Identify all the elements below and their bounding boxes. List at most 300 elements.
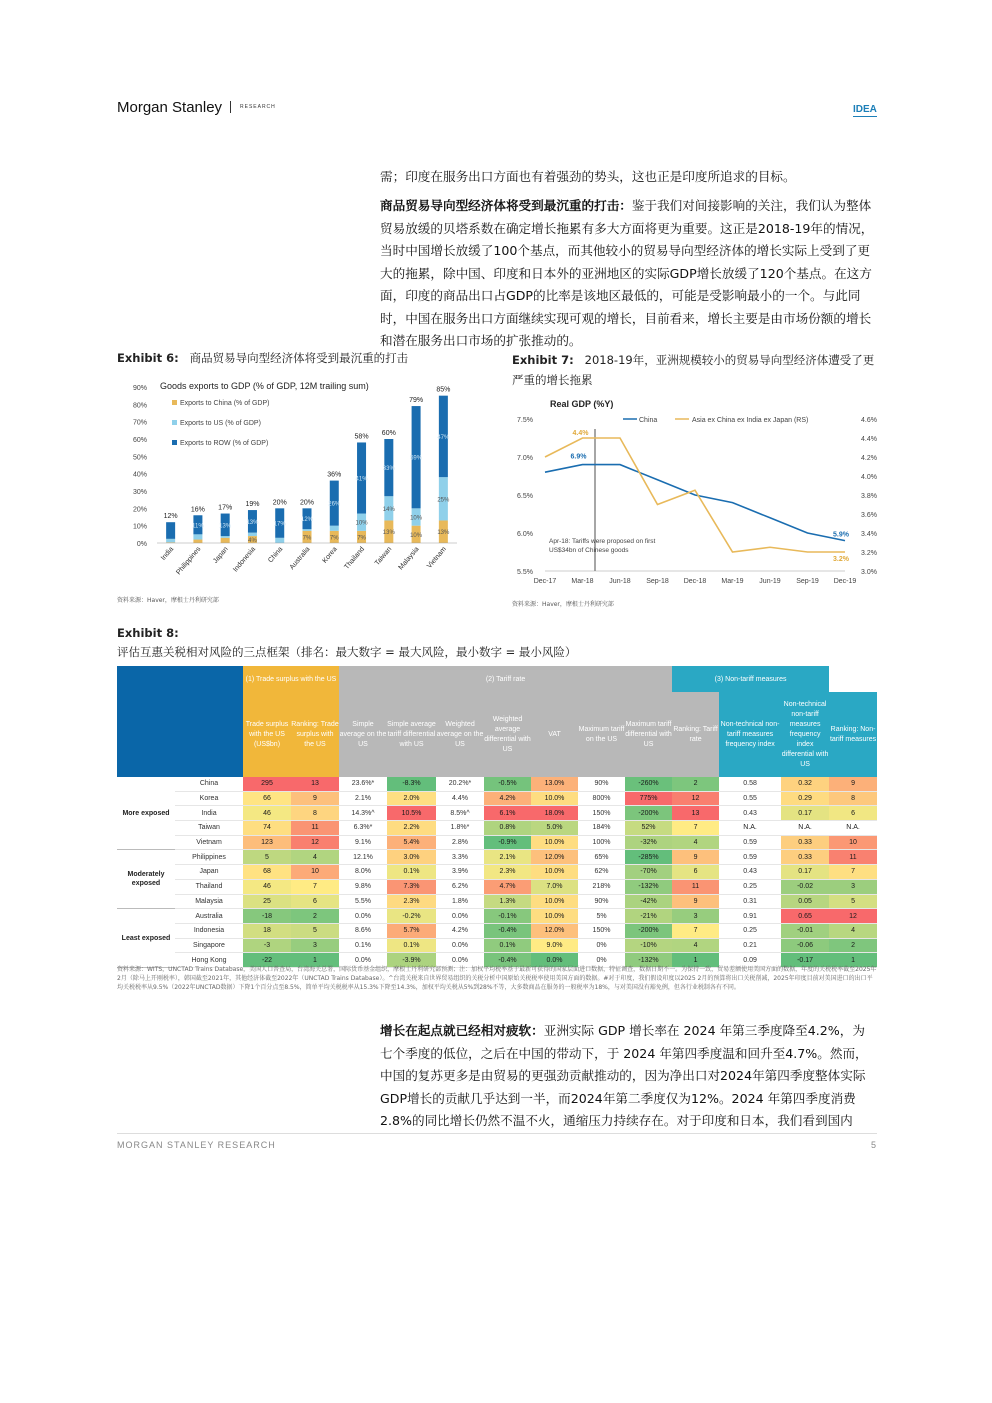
right-tick-label: 3.8% [861,493,877,500]
brand-subtitle: RESEARCH [240,104,276,110]
data-cell: -0.06 [781,938,829,953]
data-cell: 0.17 [781,806,829,821]
footer-brand: MORGAN STANLEY RESEARCH [117,1140,276,1150]
table-row [117,879,877,894]
data-cell: 23.6%* [339,777,387,791]
data-cell: 8 [829,791,877,806]
data-cell: N.A. [781,821,829,836]
country-cell: Philippines [175,850,243,865]
data-cell: 8 [291,806,339,821]
column-header: Simple average on the US [339,692,387,777]
segment-label: 47% [437,434,450,441]
data-cell: 1 [672,953,719,968]
data-cell: 0.43 [719,865,781,880]
segment-label: 41% [355,476,368,483]
data-cell: 2 [829,938,877,953]
category-label: India [160,545,176,562]
data-cell: -22 [243,953,291,968]
total-label: 19% [245,501,260,509]
bar-segment [303,529,312,531]
exhibit6-source: 资料来源：Haver，摩根士丹利研究部 [117,597,219,604]
data-cell: 0.91 [719,909,781,924]
category-label: Japan [212,545,230,565]
data-cell: 0.0% [531,953,578,968]
paragraph-growth-weak [380,1020,875,1133]
table-row [117,835,877,850]
column-header: Maximum tariff differential with US [625,692,672,777]
data-cell: 6.3%* [339,821,387,836]
exposure-group: Least exposed [117,909,175,968]
data-cell: 2.0% [387,791,436,806]
data-cell: 3 [829,879,877,894]
data-cell: 100% [578,835,625,850]
data-cell: -10% [625,938,672,953]
data-cell: 4 [672,835,719,850]
data-cell: -200% [625,923,672,938]
exhibit6-heading: 商品贸易导向型经济体将受到最沉重的打击 [189,351,409,365]
bar-segment [166,522,175,539]
column-header: Non-technical non-tariff measures frequency index [719,692,781,777]
data-cell: 5 [243,850,291,865]
data-cell: 11 [672,879,719,894]
data-cell: 0.33 [781,835,829,850]
data-cell: N.A. [829,821,877,836]
segment-label: 7% [302,535,312,542]
total-label: 20% [272,499,287,507]
data-cell: 13.0% [531,777,578,791]
annotation-label: 5.9% [833,531,849,539]
y-tick-label: 20% [132,506,147,514]
table-row [117,821,877,836]
left-tick-label: 7.0% [517,455,533,462]
table-row [117,791,877,806]
data-cell: 6 [829,806,877,821]
table-row [117,865,877,880]
left-tick-label: 6.0% [517,531,533,538]
page-number: 5 [871,1140,877,1150]
data-cell: 0.1% [387,938,436,953]
data-cell: 1.8% [436,894,484,909]
data-cell: 12 [829,909,877,924]
data-cell: 9.0% [531,938,578,953]
data-cell: N.A. [719,821,781,836]
data-cell: 10.0% [531,909,578,924]
paragraph-bold-lead: 商品贸易导向型经济体将受到最沉重的打击： [380,198,632,213]
category-label: Philippines [175,545,203,577]
category-label: China [267,545,285,565]
y-tick-label: 70% [132,419,147,427]
data-cell: 0.1% [484,938,531,953]
data-cell: 10.5% [387,806,436,821]
data-cell: -3 [243,938,291,953]
data-cell: 52% [625,821,672,836]
data-cell: 0.58 [719,777,781,791]
data-cell: -32% [625,835,672,850]
bar-segment [330,526,339,531]
data-cell: -200% [625,806,672,821]
data-cell: 0.65 [781,909,829,924]
column-header: Trade surplus with the US (US$bn) [243,692,291,777]
segment-label: 13% [246,519,259,526]
data-cell: 7 [291,879,339,894]
data-cell: 0.25 [719,879,781,894]
annotation-label: 4.4% [572,430,589,437]
segment-label: 7% [357,535,366,542]
paragraph-trade-oriented [380,195,875,353]
data-cell: 12.0% [531,923,578,938]
data-cell: -0.01 [781,923,829,938]
total-label: 17% [218,504,233,512]
segment-label: 13% [437,530,450,537]
data-cell: -0.5% [484,777,531,791]
exposure-group: Moderately exposed [117,850,175,909]
data-cell: 68 [243,865,291,880]
data-cell: 295 [243,777,291,791]
table-row [117,777,877,791]
y-tick-label: 80% [132,402,147,410]
data-cell: 10.0% [531,835,578,850]
data-cell: 1.8%* [436,821,484,836]
x-tick-label: Sep-18 [646,578,669,585]
data-cell: 8.5%^ [436,806,484,821]
data-cell: 12 [291,835,339,850]
total-label: 79% [409,397,424,405]
data-cell: 7 [672,923,719,938]
total-label: 16% [190,506,205,514]
data-cell: -0.4% [484,953,531,968]
data-cell: 1 [829,953,877,968]
data-cell: 2 [672,777,719,791]
data-cell: -18 [243,909,291,924]
x-tick-label: Dec-18 [683,578,707,585]
data-cell: -285% [625,850,672,865]
data-cell: 10.0% [531,894,578,909]
data-cell: -0.2% [387,909,436,924]
tariff-note: Apr-18: Tariffs were proposed on first US$34bn of Chinese goods [549,538,656,554]
country-cell: Australia [175,909,243,924]
exhibit6-label: Exhibit 6: [117,351,179,365]
data-cell: 5 [291,923,339,938]
left-tick-label: 7.5% [517,417,533,424]
data-cell: -70% [625,865,672,880]
x-tick-label: Mar-19 [721,578,744,585]
segment-label: 25% [437,497,450,504]
data-cell: 0.59 [719,850,781,865]
segment-label: 4% [248,538,257,545]
exhibit7-source: 资料来源：Haver，摩根士丹利研究部 [512,601,614,608]
data-cell: 13 [672,806,719,821]
country-cell: Japan [175,865,243,880]
x-tick-label: Jun-19 [759,578,781,585]
legend-label: Asia ex China ex India ex Japan (RS) [692,417,809,424]
data-cell: 5.4% [387,835,436,850]
data-cell: 2.3% [387,894,436,909]
y-tick-label: 0% [136,541,147,548]
data-cell: 3.9% [436,865,484,880]
data-cell: -0.17 [781,953,829,968]
data-cell: 0.1% [387,865,436,880]
y-tick-label: 50% [132,454,147,462]
data-cell: 13 [291,777,339,791]
data-cell: 4.2% [436,923,484,938]
total-label: 36% [327,471,342,479]
country-cell: China [175,777,243,791]
country-cell: Hong Kong [175,953,243,968]
data-cell: 0.33 [781,850,829,865]
x-tick-label: Jun-18 [609,578,631,585]
data-cell: 2 [291,909,339,924]
bar-segment [275,538,284,543]
category-label: Taiwan [373,545,394,567]
exhibit6-title [117,350,477,366]
data-cell: 4 [672,938,719,953]
right-tick-label: 4.4% [861,436,877,443]
data-cell: 0.0% [339,953,387,968]
legend-swatch [172,400,177,405]
total-label: 20% [299,499,315,507]
right-tick-label: 4.2% [861,455,877,462]
x-tick-label: Mar-18 [571,578,594,585]
data-cell: 18 [243,923,291,938]
paragraph-body: 鉴于我们对间接影响的关注，我们认为整体贸易放缓的贝塔系数在确定增长拖累有多大方面将更为重要。这正是2018-19年的情况，当时中国增长放缓了100个基点，而其他较小的贸易导向型经济体的增长实际上受到了更大的拖累，除中国、印度和日本外的亚洲地区的实际GDP增长放缓了120个基点。在这方面，印度的商品出口占GDP的比率是该地区最低的，可能是受影响最小的一个。与此同时，中国在服务出口方面继续实现可观的增长，目前看来，增长主要是由市场份额的增长和潜在服务出口市场的扩张推动的。 [380,198,874,348]
country-cell: Singapore [175,938,243,953]
data-cell: -0.02 [781,879,829,894]
data-cell: 10 [829,835,877,850]
data-cell: 184% [578,821,625,836]
group-header-nontariff: (3) Non-tariff measures [672,666,829,692]
data-cell: 4.2% [484,791,531,806]
data-cell: 0.8% [484,821,531,836]
data-cell: 2.3% [484,865,531,880]
data-cell: 9 [672,850,719,865]
category-label: Indonesia [232,545,257,574]
country-cell: Korea [175,791,243,806]
data-cell: -21% [625,909,672,924]
bar-segment [193,534,202,539]
data-cell: 46 [243,879,291,894]
data-cell: 0.55 [719,791,781,806]
data-cell: 4 [829,923,877,938]
data-cell: 62% [578,865,625,880]
right-tick-label: 4.0% [861,474,877,481]
table-row [117,938,877,953]
segment-label: 10% [355,520,368,527]
data-cell: -3.9% [387,953,436,968]
data-cell: 0.0% [436,938,484,953]
data-cell: 8.0% [339,865,387,880]
segment-label: 13% [382,530,395,537]
data-cell: 0.43 [719,806,781,821]
country-cell: Thailand [175,879,243,894]
data-cell: 6.2% [436,879,484,894]
exhibit7-title [512,350,882,390]
column-header: Weighted average differential with US [484,692,531,777]
data-cell: -0.9% [484,835,531,850]
category-label: Thailand [343,545,367,571]
data-cell: 11 [829,850,877,865]
data-cell: 7 [829,865,877,880]
country-cell: Taiwan [175,821,243,836]
table-row [117,894,877,909]
segment-label: 10% [410,532,423,539]
footer-divider [117,1133,877,1134]
x-tick-label: Dec-19 [833,578,857,585]
column-header: Simple average tariff differential with US [387,692,436,777]
x-tick-label: Dec-17 [533,578,557,585]
data-cell: 10.0% [531,865,578,880]
data-cell: 9 [672,894,719,909]
annotation-label: 6.9% [570,453,587,461]
group-header-tariff: (2) Tariff rate [339,666,672,692]
data-cell: 0.25 [719,923,781,938]
legend-label: Exports to US (% of GDP) [180,420,261,427]
data-cell: 7.3% [387,879,436,894]
data-cell: 10.0% [531,791,578,806]
table-row [117,806,877,821]
data-cell: -0.4% [484,923,531,938]
data-cell: 74 [243,821,291,836]
data-cell: 46 [243,806,291,821]
data-cell: 5 [829,894,877,909]
left-tick-label: 6.5% [517,493,533,500]
idea-tag: IDEA [853,104,877,115]
data-cell: 12 [672,791,719,806]
right-tick-label: 3.2% [861,550,877,557]
data-cell: 0.05 [781,894,829,909]
column-header: Ranking: Tariff rate [672,692,719,777]
data-cell: 90% [578,777,625,791]
segment-label: 33% [382,466,395,473]
data-cell: 9.1% [339,835,387,850]
data-cell: 0.31 [719,894,781,909]
total-label: 12% [163,513,178,521]
data-cell: 10 [291,865,339,880]
category-label: Malaysia [397,545,421,572]
exhibit8-label: Exhibit 8: [117,626,179,640]
column-header: Ranking: Trade surplus with the US [291,692,339,777]
exhibit7-heading: 2018-19年，亚洲规模较小的贸易导向型经济体遭受了更严重的增长拖累 [512,353,875,387]
category-label: Vietnam [426,545,448,570]
segment-label: 59% [410,455,423,462]
country-cell: Malaysia [175,894,243,909]
data-cell: 1.3% [484,894,531,909]
data-cell: -8.3% [387,777,436,791]
column-header: Maximum tariff on the US [578,692,625,777]
segment-label: 26% [328,501,341,508]
bar-segment [221,538,230,543]
data-cell: 5.0% [531,821,578,836]
data-cell: 9 [291,791,339,806]
left-tick-label: 5.5% [517,569,533,576]
table-row [117,909,877,924]
column-header: Non-technical non-tariff measures frequency index differential with US [781,692,829,777]
data-cell: 800% [578,791,625,806]
country-cell: Vietnam [175,835,243,850]
chart-title: Goods exports to GDP (% of GDP, 12M trailing sum) [160,381,369,391]
data-cell: 4.4% [436,791,484,806]
data-cell: 11 [291,821,339,836]
bar-segment [221,536,230,538]
data-cell: 66 [243,791,291,806]
data-cell: -42% [625,894,672,909]
legend-swatch [172,420,177,425]
data-cell: 2.1% [339,791,387,806]
bar-segment [193,540,202,543]
data-cell: 775% [625,791,672,806]
exhibit7-chart [505,395,880,590]
data-cell: 20.2%* [436,777,484,791]
data-cell: 0.59 [719,835,781,850]
intro-line: 需；印度在服务出口方面也有着强劲的势头，这也正是印度所追求的目标。 [380,169,796,184]
segment-label: 17% [273,521,286,528]
data-cell: 6 [291,894,339,909]
country-cell: Indonesia [175,923,243,938]
exhibit7-label: Exhibit 7: [512,353,574,367]
exhibit8-title: 评估互惠关税相对风险的三点框架（排名：最大数字 = 最大风险，最小数字 = 最小风险） [117,645,577,659]
data-cell: -132% [625,953,672,968]
right-tick-label: 4.6% [861,417,877,424]
column-header: VAT [531,692,578,777]
data-cell: 0.32 [781,777,829,791]
legend-label: Exports to China (% of GDP) [180,400,270,407]
data-cell: 6 [672,865,719,880]
chart-title: Real GDP (%Y) [550,399,614,409]
data-cell: 0.0% [436,909,484,924]
data-cell: 3 [291,938,339,953]
right-tick-label: 3.0% [861,569,877,576]
data-cell: 7 [672,821,719,836]
segment-label: 13% [219,523,232,530]
exhibit6-chart [117,375,477,590]
data-cell: -0.1% [484,909,531,924]
table-corner [117,666,243,777]
table-row [117,850,877,865]
y-tick-label: 60% [132,437,147,444]
exposure-group: More exposed [117,777,175,850]
data-cell: 12.1% [339,850,387,865]
total-label: 60% [381,430,396,437]
data-cell: 150% [578,923,625,938]
data-cell: -260% [625,777,672,791]
y-tick-label: 30% [132,489,147,496]
data-cell: 9.8% [339,879,387,894]
legend-label: China [639,417,658,424]
y-tick-label: 40% [132,471,147,479]
data-cell: 0.17 [781,865,829,880]
annotation-label: 3.2% [833,556,849,563]
data-cell: 0.29 [781,791,829,806]
data-cell: 7.0% [531,879,578,894]
data-cell: 4 [291,850,339,865]
data-cell: 3 [672,909,719,924]
paragraph2-bold-lead: 增长在起点就已经相对疲软： [380,1023,544,1038]
data-cell: 0.0% [436,953,484,968]
y-tick-label: 10% [132,523,147,531]
x-tick-label: Sep-19 [796,578,819,585]
data-cell: 25 [243,894,291,909]
right-tick-label: 3.4% [861,531,877,538]
data-cell: 3.0% [387,850,436,865]
data-cell: 2.1% [484,850,531,865]
country-cell: India [175,806,243,821]
column-header: Weighted average on the US [436,692,484,777]
category-label: Korea [321,545,339,565]
data-cell: 0.09 [719,953,781,968]
data-cell: 0% [578,953,625,968]
right-tick-label: 3.6% [861,512,877,519]
data-cell: 0.21 [719,938,781,953]
data-cell: 14.3%^ [339,806,387,821]
